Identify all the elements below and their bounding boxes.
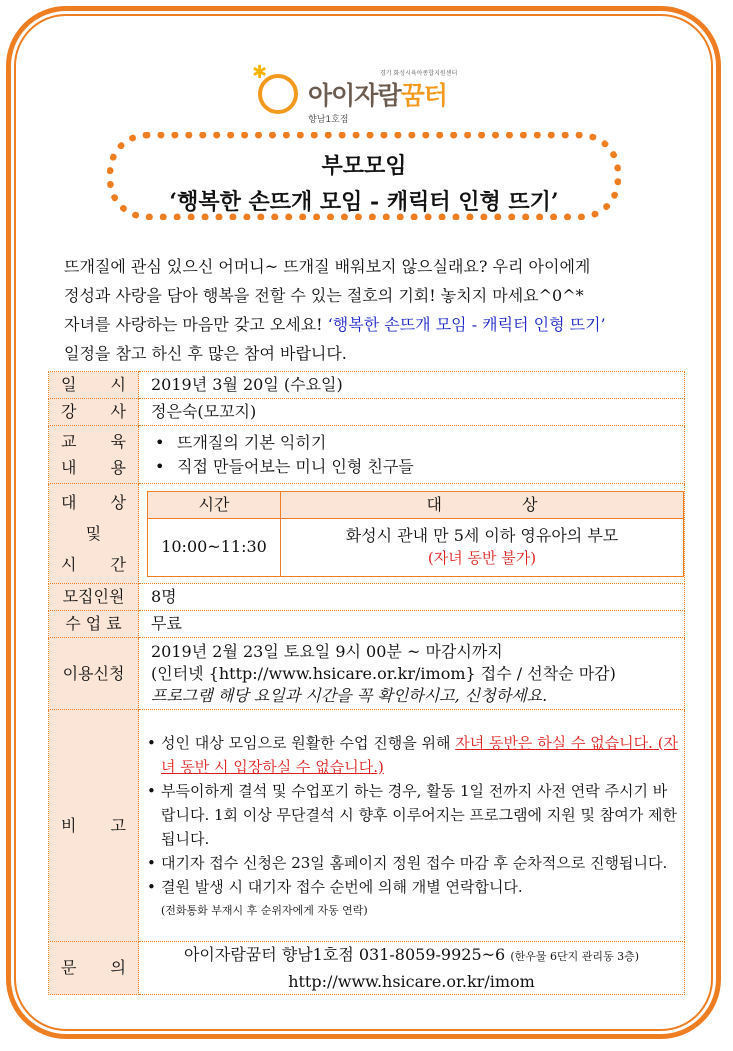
logo bbox=[250, 62, 490, 128]
logo-org-name: 경기 화성시육아종합지원센터 bbox=[380, 70, 458, 77]
title-line2: ‘행복한 손뜨개 모임 - 캐릭터 인형 뜨기’ bbox=[169, 189, 559, 215]
remark-small: (전화통화 부재시 후 순위자에게 자동 연락) bbox=[161, 903, 368, 917]
intro-line1: 뜨개질에 관심 있으신 어머니~ 뜨개질 배워보지 않으실래요? 우리 아이에게 bbox=[64, 257, 591, 276]
capacity-value: 8명 bbox=[139, 584, 685, 611]
schedule-table bbox=[147, 491, 684, 577]
fee-value: 무료 bbox=[139, 611, 685, 638]
date-value: 2019년 3월 20일 (수요일) bbox=[139, 372, 685, 399]
row-target: 대 상 및 시 간 시간 대 상 10:00~11:30 화성시 관내 만 5세 이하 영유아의 부모 (자녀 동반 불가) bbox=[49, 484, 685, 584]
intro-line2: 정성과 사랑을 담아 행복을 전할 수 있는 절호의 기회! 놓치지 마세요^0^* bbox=[64, 286, 584, 305]
row-content: 교 육 내 용 • 뜨개질의 기본 익히기 • 직접 만들어보는 미니 인형 친구들 bbox=[49, 426, 685, 484]
row-contact: 문 의 아이자람꿈터 향남1호점 031-8059-9925~6 (한우물 6단지 관리동 3층) http://www.hsicare.or.kr/imom bbox=[49, 942, 685, 995]
logo-title: 아이자람꿈터 bbox=[308, 81, 447, 110]
row-capacity: 모집인원 8명 bbox=[49, 584, 685, 611]
intro-paragraph bbox=[64, 252, 684, 368]
target-cell: 화성시 관내 만 5세 이하 영유아의 부모 (자녀 동반 불가) bbox=[281, 518, 684, 576]
title-box bbox=[107, 132, 621, 220]
remark-item: • 결원 발생 시 대기자 접수 순번에 의해 개별 연락합니다. bbox=[147, 875, 680, 899]
row-remarks: 비 고 • 성인 대상 모임으로 원활한 수업 진행을 위해 자녀 동반은 하실 수 없습니다. (자녀 동반 시 입장하실 수 없습니다.) • 부득이하게 결석 및 수업포기 하는 경우, 활동 1일 전까지 사전 연락 주시기 바랍니다. 1회 이상 무단결석 시 향후 이루어지는 프로그램에 지원 및 참여가 제한됩니다. • 대기자 접수 신청은 23일 홈페이지 정원 접수 마감 후 순차적으로 진행됩니다. • 결원 발생 시 대기자 접수 순번에 의해 개별 연락합니다. (전화통화 부재시 후 순위자에게 자동 연락) bbox=[49, 710, 685, 942]
row-instructor: 강 사 정은숙(모꼬지) bbox=[49, 399, 685, 426]
time-cell: 10:00~11:30 bbox=[148, 518, 281, 576]
intro-line3: 자녀를 사랑하는 마음만 갖고 오세요! ‘행복한 손뜨개 모임 - 캐릭터 인형 뜨기’ bbox=[64, 315, 606, 334]
row-date: 일 시 2019년 3월 20일 (수요일) bbox=[49, 372, 685, 399]
row-fee: 수 업 료 무료 bbox=[49, 611, 685, 638]
content-item: • 뜨개질의 기본 익히기 bbox=[151, 431, 684, 455]
remark-item: • 성인 대상 모임으로 원활한 수업 진행을 위해 자녀 동반은 하실 수 없습니다. (자녀 동반 시 입장하실 수 없습니다.) bbox=[147, 731, 680, 779]
col-target-header: 대 상 bbox=[281, 491, 684, 518]
row-apply: 이용신청 2019년 2월 23일 토요일 9시 00분 ~ 마감시까지 (인터넷 {http://www.hsicare.or.kr/imom} 접수 / 선착순 마감) 프로그램 해당 요일과 시간을 꼭 확인하시고, 신청하세요. bbox=[49, 638, 685, 710]
apply-line3: 프로그램 해당 요일과 시간을 꼭 확인하시고, 신청하세요. bbox=[151, 685, 548, 705]
info-table bbox=[48, 371, 685, 995]
contact-line1: 아이자람꿈터 향남1호점 031-8059-9925~6 (한우물 6단지 관리동 3층) bbox=[183, 945, 640, 964]
instructor-value: 정은숙(모꼬지) bbox=[139, 399, 685, 426]
apply-line2: (인터넷 {http://www.hsicare.or.kr/imom} 접수 / 선착순 마감) bbox=[151, 663, 616, 683]
content-item: • 직접 만들어보는 미니 인형 친구들 bbox=[151, 455, 684, 479]
remark-item: • 대기자 접수 신청은 23일 홈페이지 정원 접수 마감 후 순차적으로 진행됩니다. bbox=[147, 851, 680, 875]
title-line1: 부모모임 bbox=[321, 153, 407, 179]
remarks-list bbox=[139, 725, 684, 927]
apply-line1: 2019년 2월 23일 토요일 9시 00분 ~ 마감시까지 bbox=[151, 641, 503, 661]
smiley-face-icon bbox=[258, 74, 298, 114]
intro-line4: 일정을 참고 하신 후 많은 참여 바랍니다. bbox=[64, 344, 347, 363]
logo-branch: 향남1호점 bbox=[308, 115, 349, 125]
remark-item: • 부득이하게 결석 및 수업포기 하는 경우, 활동 1일 전까지 사전 연락 주시기 바랍니다. 1회 이상 무단결석 시 향후 이루어지는 프로그램에 지원 및 참여가 제한됩니다. bbox=[147, 779, 680, 851]
contact-url[interactable]: http://www.hsicare.or.kr/imom bbox=[288, 972, 535, 991]
star-icon: ✱ bbox=[252, 62, 268, 83]
col-time-header: 시간 bbox=[148, 491, 281, 518]
